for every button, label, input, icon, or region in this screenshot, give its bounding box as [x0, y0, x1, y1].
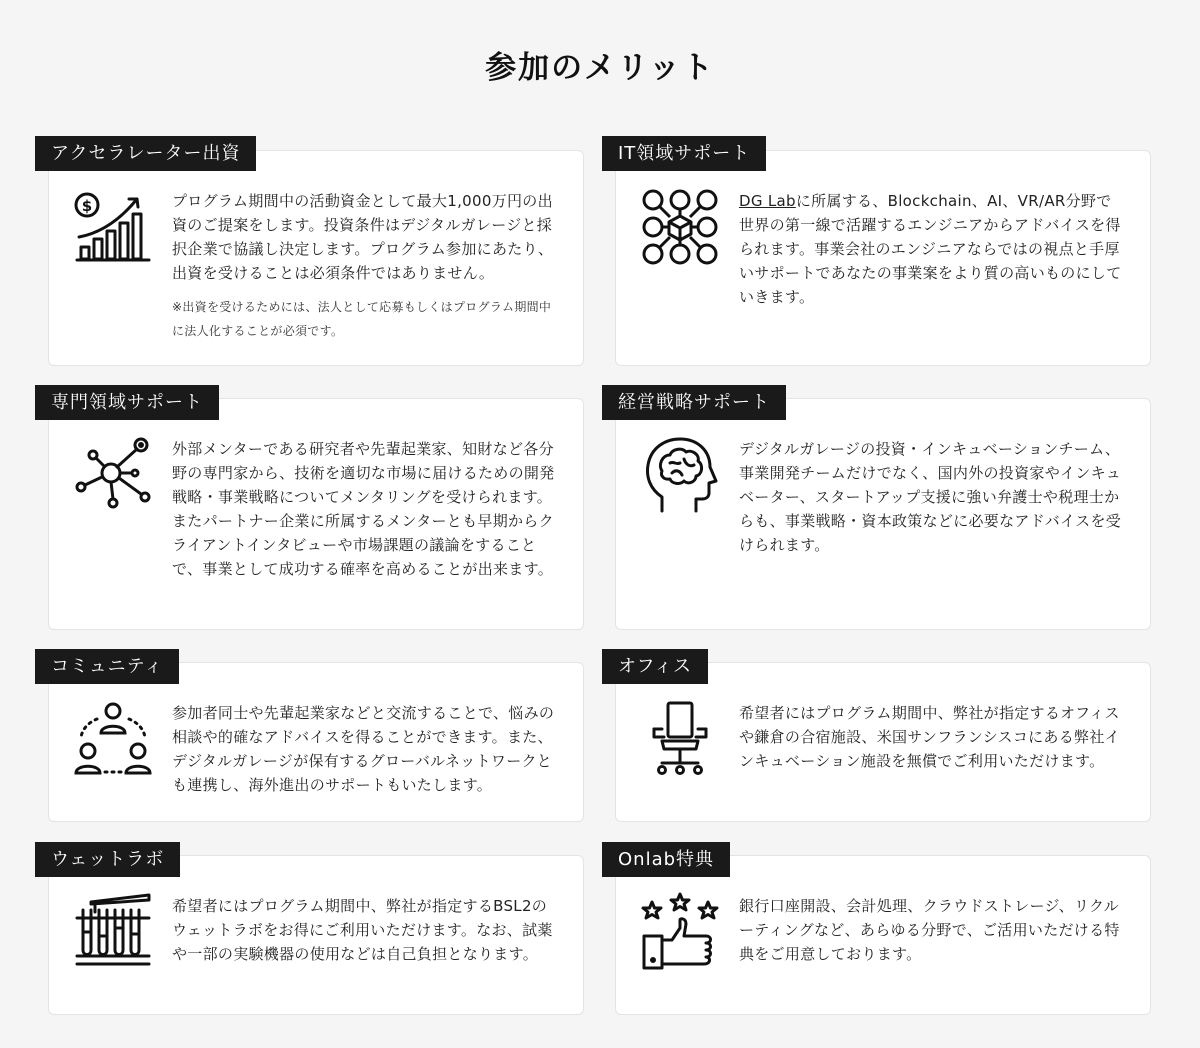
benefit-card-investment: [48, 150, 584, 366]
svg-text:$: $: [81, 197, 93, 215]
office-chair-icon: [640, 699, 720, 779]
benefit-text: 銀行口座開設、会計処理、クラウドストレージ、リクルーティングなど、あらゆる分野で、ご活用いただける特典をご用意しております。: [739, 897, 1120, 963]
benefit-card-community: [48, 662, 584, 822]
growth-chart-icon: [73, 187, 153, 267]
benefit-title: コミュニティ: [35, 649, 179, 684]
test-tubes-icon: [73, 892, 153, 972]
community-icon: [73, 699, 153, 779]
benefit-text: 外部メンターである研究者や先輩起業家、知財など各分野の専門家から、技術を適切な市場に届けるための開発戦略・事業戦略についてメンタリングを受けられます。またパートナー企業に所属するメンターとも早期からクライアントインタビューや市場課題の議論をすることで、事業として成功する確率を高めることが出来ます。: [172, 440, 555, 578]
benefit-title: Onlab特典: [602, 842, 730, 877]
benefit-title: IT領域サポート: [602, 136, 766, 171]
thumbs-up-stars-icon: [640, 892, 720, 972]
benefit-note: ※出資を受けるためには、法人として応募もしくはプログラム期間中に法人化することが必須です。: [172, 300, 552, 338]
benefit-text: 希望者にはプログラム期間中、弊社が指定するBSL2のウェットラボをお得にご利用いただけます。なお、試薬や一部の実験機器の使用などは自己負担となります。: [172, 897, 553, 963]
molecule-icon: [73, 435, 153, 515]
network-cube-icon: [640, 187, 720, 267]
head-brain-icon: [640, 435, 720, 515]
benefit-card-management-support: [615, 398, 1151, 630]
benefit-card-wet-lab: [48, 855, 584, 1015]
benefit-text: プログラム期間中の活動資金として最大1,000万円の出資のご提案をします。投資条件はデジタルガレージと採択企業で協議し決定します。プログラム参加にあたり、出資を受けることは必須条件ではありません。: [172, 192, 554, 282]
benefit-title: アクセラレーター出資: [35, 136, 256, 171]
benefit-card-onlab-perks: [615, 855, 1151, 1015]
benefit-text: デジタルガレージの投資・インキュベーションチーム、事業開発チームだけでなく、国内外の投資家やインキュベーター、スタートアップ支援に強い弁護士や税理士からも、事業戦略・資本政策などに必要なアドバイスを受けられます。: [739, 440, 1122, 554]
benefit-text: 希望者にはプログラム期間中、弊社が指定するオフィスや鎌倉の合宿施設、米国サンフランシスコにある弊社インキュベーション施設を無償でご利用いただけます。: [739, 704, 1120, 770]
dg-lab-link[interactable]: DG Lab: [739, 192, 796, 210]
page-title: 参加のメリット: [485, 50, 715, 86]
benefit-text: 参加者同士や先輩起業家などと交流することで、悩みの相談や的確なアドバイスを得ることができます。また、デジタルガレージが保有するグローバルネットワークとも連携し、海外進出のサポートもいたします。: [172, 704, 555, 794]
benefit-title: オフィス: [602, 649, 708, 684]
benefit-title: 経営戦略サポート: [602, 385, 786, 420]
benefit-card-office: [615, 662, 1151, 822]
benefit-title: 専門領域サポート: [35, 385, 219, 420]
benefit-title: ウェットラボ: [35, 842, 180, 877]
benefit-text: に所属する、Blockchain、AI、VR/AR分野で世界の第一線で活躍するエンジニアからアドバイスを得られます。事業会社のエンジニアならではの視点と手厚いサポートであなたの事業案をより質の高いものにしていきます。: [739, 192, 1122, 306]
benefit-card-it-support: [615, 150, 1151, 366]
benefit-card-expert-support: [48, 398, 584, 630]
